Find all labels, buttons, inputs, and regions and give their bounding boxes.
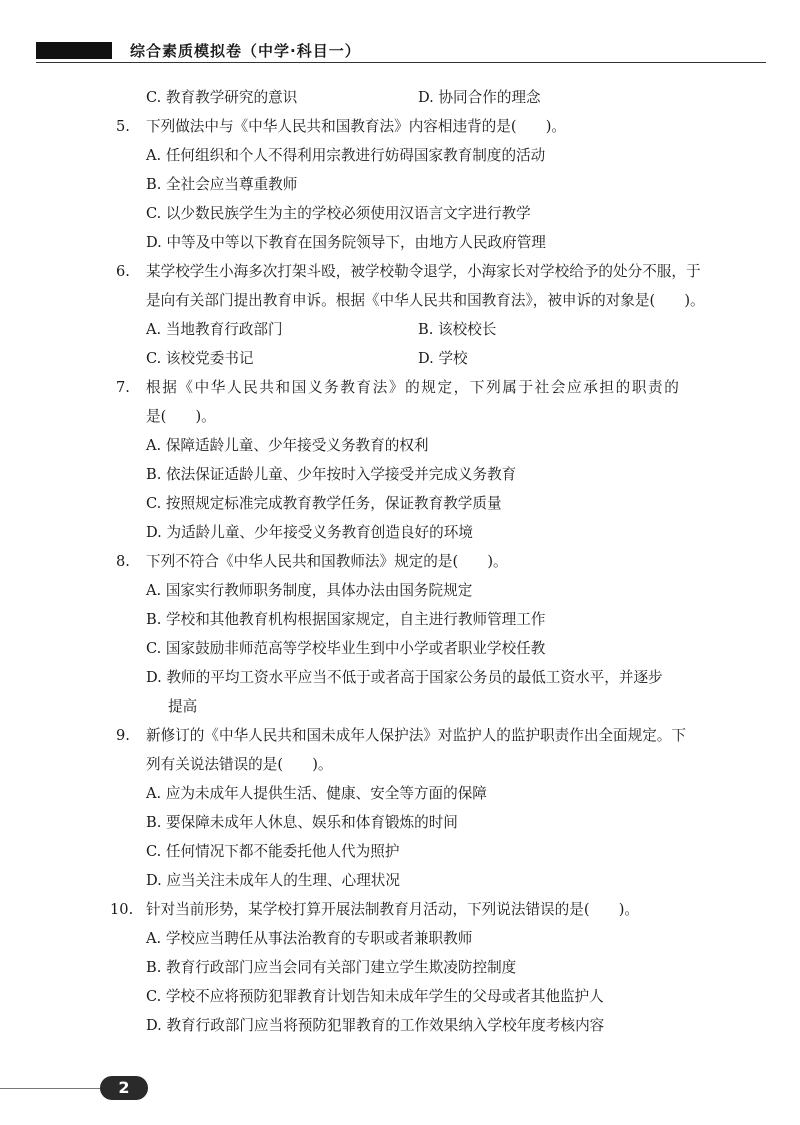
q8-option-d-line1: D. 教师的平均工资水平应当不低于或者高于国家公务员的最低工资水平，并逐步 [146, 669, 663, 686]
q4-option-c: C. 教育教学研究的意识 [146, 89, 298, 106]
header-title: 综合素质模拟卷（中学·科目一） [130, 42, 361, 60]
q6-option-a: A. 当地教育行政部门 [146, 321, 283, 338]
page-number: 2 [100, 1076, 148, 1100]
q5-option-b: B. 全社会应当尊重教师 [146, 176, 298, 193]
q8-option-d-line2: 提高 [168, 698, 198, 715]
q5-stem: 下列做法中与《中华人民共和国教育法》内容相违背的是( )。 [146, 118, 567, 135]
header-rule [36, 62, 766, 63]
q9-option-c: C. 任何情况下都不能委托他人代为照护 [146, 843, 400, 860]
q6-option-b: B. 该校校长 [418, 321, 497, 338]
q7-option-b: B. 依法保证适龄儿童、少年按时入学接受并完成义务教育 [146, 466, 517, 483]
q7-stem-line2: 是( )。 [146, 408, 216, 425]
q8-option-c: C. 国家鼓励非师范高等学校毕业生到中小学或者职业学校任教 [146, 640, 546, 657]
q6-option-c: C. 该校党委书记 [146, 350, 254, 367]
q8-number: 8. [116, 553, 130, 570]
q8-stem: 下列不符合《中华人民共和国教师法》规定的是( )。 [146, 553, 508, 570]
q5-number: 5. [116, 118, 130, 135]
q6-stem-line2: 是向有关部门提出教育申诉。根据《中华人民共和国教育法》，被申诉的对象是( )。 [146, 292, 705, 309]
page-header [0, 38, 800, 64]
q10-option-d: D. 教育行政部门应当将预防犯罪教育的工作效果纳入学校年度考核内容 [146, 1017, 605, 1034]
q9-option-a: A. 应为未成年人提供生活、健康、安全等方面的保障 [146, 785, 487, 802]
q5-option-d: D. 中等及中等以下教育在国务院领导下，由地方人民政府管理 [146, 234, 546, 251]
q8-option-b: B. 学校和其他教育机构根据国家规定，自主进行教师管理工作 [146, 611, 546, 628]
q7-option-d: D. 为适龄儿童、少年接受义务教育创造良好的环境 [146, 524, 473, 541]
q9-option-b: B. 要保障未成年人休息、娱乐和体育锻炼的时间 [146, 814, 458, 831]
q10-stem: 针对当前形势，某学校打算开展法制教育月活动，下列说法错误的是( )。 [146, 901, 639, 918]
q8-option-a: A. 国家实行教师职务制度，具体办法由国务院规定 [146, 582, 473, 599]
q6-option-d: D. 学校 [418, 350, 468, 367]
q5-option-a: A. 任何组织和个人不得利用宗教进行妨碍国家教育制度的活动 [146, 147, 546, 164]
q6-stem-line1: 某学校学生小海多次打架斗殴，被学校勒令退学，小海家长对学校给予的处分不服，于 [146, 263, 701, 280]
q10-option-c: C. 学校不应将预防犯罪教育计划告知未成年学生的父母或者其他监护人 [146, 988, 604, 1005]
q6-number: 6. [116, 263, 130, 280]
q7-stem-line1: 根据《中华人民共和国义务教育法》的规定，下列属于社会应承担的职责的 [146, 379, 681, 396]
q9-stem-line2: 列有关说法错误的是( )。 [146, 756, 333, 773]
q7-option-c: C. 按照规定标准完成教育教学任务，保证教育教学质量 [146, 495, 502, 512]
q9-stem-line1: 新修订的《中华人民共和国未成年人保护法》对监护人的监护职责作出全面规定。下 [146, 727, 686, 744]
q4-option-d: D. 协同合作的理念 [418, 89, 541, 106]
q9-number: 9. [116, 727, 130, 744]
q7-number: 7. [116, 379, 130, 396]
q9-option-d: D. 应当关注未成年人的生理、心理状况 [146, 872, 400, 889]
q7-option-a: A. 保障适龄儿童、少年接受义务教育的权利 [146, 437, 429, 454]
q10-option-a: A. 学校应当聘任从事法治教育的专职或者兼职教师 [146, 930, 473, 947]
q10-number: 10. [110, 901, 134, 918]
header-black-bar [36, 42, 112, 59]
q10-option-b: B. 教育行政部门应当会同有关部门建立学生欺凌防控制度 [146, 959, 517, 976]
q5-option-c: C. 以少数民族学生为主的学校必须使用汉语言文字进行教学 [146, 205, 531, 222]
footer-rule [0, 1088, 106, 1089]
